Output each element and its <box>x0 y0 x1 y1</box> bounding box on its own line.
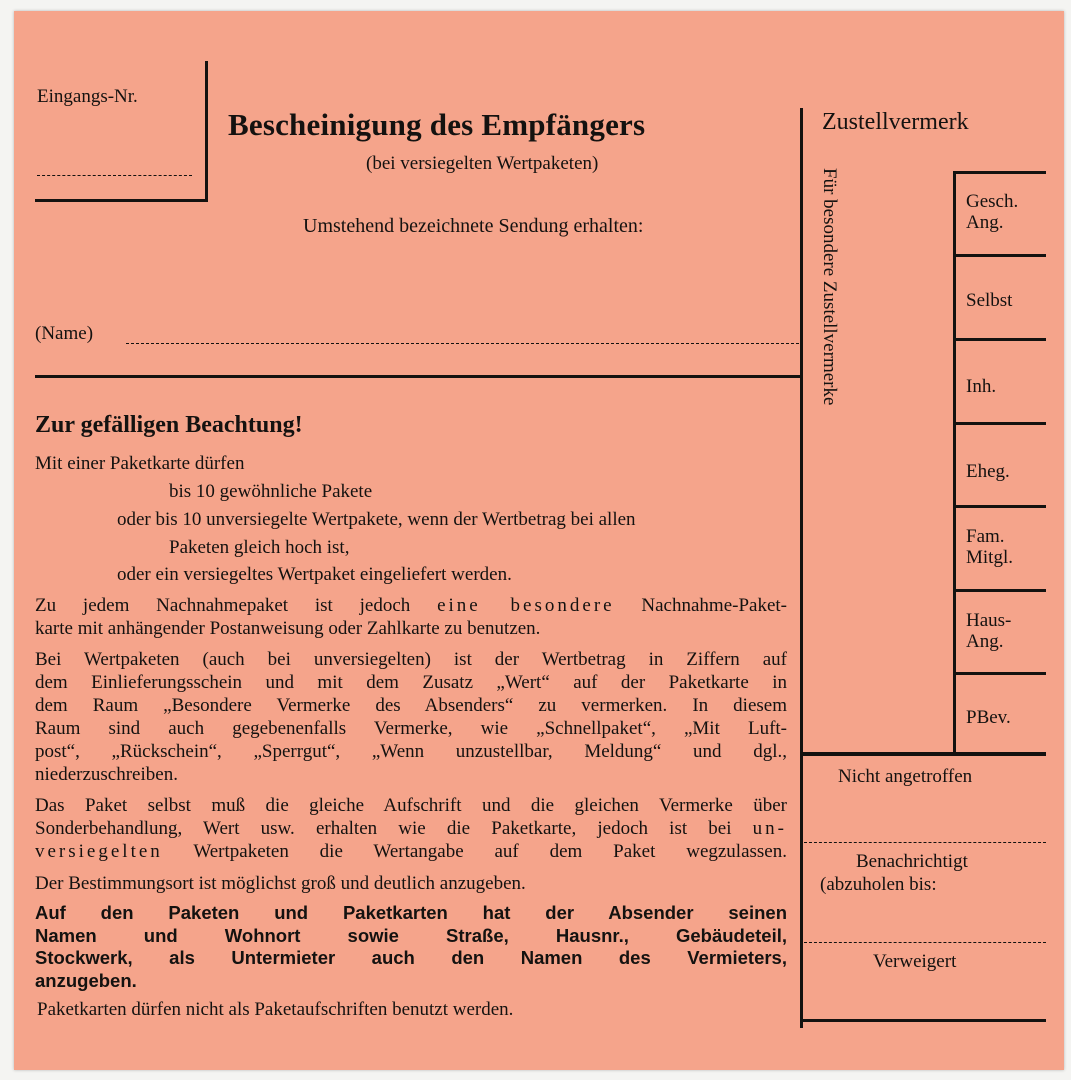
notice-item-1: bis 10 gewöhnliche Pakete <box>169 481 373 502</box>
bold-line-4: anzugeben. <box>35 969 137 991</box>
subtitle: (bei versiegelten Wertpaketen) <box>366 153 599 174</box>
name-label: (Name) <box>35 323 94 344</box>
box-inh: Inh. <box>966 376 997 397</box>
p3-line-5: post“, „Rückschein“, „Sperrgut“, „Wenn unzustellbar, Meldung“ und dgl., <box>35 741 787 762</box>
box-gesch-ang: Gesch. Ang. <box>966 191 1019 233</box>
zustell-box-sep-3 <box>953 422 1046 425</box>
parcel-receipt-card <box>14 11 1064 1070</box>
zustell-boxes-bottom <box>803 752 1046 756</box>
bold-line-3: Stockwerk, als Untermieter auch den Namen des Vermieters, <box>35 947 787 968</box>
notice-heading: Zur gefälligen Beachtung! <box>35 412 303 438</box>
p3-line-3: dem Raum „Besondere Vermerke des Absenders“ zu vermerken. In diesem <box>35 695 787 716</box>
p4-line-2: Sonderbehandlung, Wert usw. erhalten wie die Paketkarte, jedoch ist bei un- <box>35 818 787 839</box>
p4-line-1: Das Paket selbst muß die gleiche Aufschrift und die gleichen Vermerke über <box>35 795 787 816</box>
zustell-vertical-label: Für besondere Zustellvermerke <box>819 168 840 406</box>
eingangs-box-bottom <box>35 199 208 202</box>
zustell-column-divider <box>800 108 803 1028</box>
eingangs-box-right <box>205 61 208 202</box>
zustell-box-sep-1 <box>953 254 1046 257</box>
p2-line-2: karte mit anhängender Postanweisung oder Zahlkarte zu benutzen. <box>35 618 541 639</box>
notice-bold-paragraph <box>35 902 787 992</box>
zustell-heading: Zustellvermerk <box>822 109 969 135</box>
zustell-boxes-left-border <box>953 172 956 755</box>
header-divider <box>35 375 800 378</box>
zustell-box-sep-2 <box>953 338 1046 341</box>
bold-line-1: Auf den Paketen und Paketkarten hat der Absender seinen <box>35 902 787 923</box>
box-haus-ang: Haus- Ang. <box>966 610 1012 652</box>
zustell-box-sep-4 <box>953 505 1046 508</box>
p3-line-1: Bei Wertpaketen (auch bei unversiegelten) ist der Wertbetrag in Ziffern auf <box>35 649 787 670</box>
p3-line-6: niederzuschreiben. <box>35 764 178 785</box>
verweigert-label: Verweigert <box>873 951 957 972</box>
name-line <box>126 343 799 344</box>
notice-paragraph-2 <box>35 594 787 640</box>
eingangs-nr-line <box>37 175 192 176</box>
page-title: Bescheinigung des Empfängers <box>228 107 646 142</box>
zustell-box-top <box>953 171 1046 174</box>
notice-paragraph-5: Der Bestimmungsort ist möglichst groß und deutlich anzugeben. <box>35 873 526 894</box>
zustell-bottom-rule <box>803 1019 1046 1022</box>
nicht-angetroffen-label: Nicht angetroffen <box>838 766 973 787</box>
benachrichtigt-label: Benachrichtigt <box>856 851 968 872</box>
notice-paragraph-3 <box>35 648 787 786</box>
box-selbst: Selbst <box>966 290 1013 311</box>
p4-line-3: versiegelten Wertpaketen die Wertangabe auf dem Paket wegzulassen. <box>35 841 787 862</box>
p2-line-1: Zu jedem Nachnahmepaket ist jedoch eine besondere Nachnahme-Paket- <box>35 595 788 616</box>
box-pbev: PBev. <box>966 707 1011 728</box>
notice-item-3: oder ein versiegeltes Wertpaket eingeliefert werden. <box>117 564 512 585</box>
notice-final: Paketkarten dürfen nicht als Paketaufschriften benutzt werden. <box>37 999 514 1020</box>
notice-item-2b: Paketen gleich hoch ist, <box>169 537 350 558</box>
zustell-box-sep-5 <box>953 589 1046 592</box>
notice-paragraph-4 <box>35 794 787 863</box>
received-line: Umstehend bezeichnete Sendung erhalten: <box>303 215 644 237</box>
notice-intro: Mit einer Paketkarte dürfen <box>35 453 245 474</box>
box-fam-mitgl: Fam. Mitgl. <box>966 526 1013 568</box>
nicht-angetroffen-line <box>804 842 1046 843</box>
notice-item-2a: oder bis 10 unversiegelte Wertpakete, wenn der Wertbetrag bei allen <box>117 509 636 530</box>
bold-line-2: Namen und Wohnort sowie Straße, Hausnr., Gebäudeteil, <box>35 924 787 946</box>
abzuholen-label: (abzuholen bis: <box>820 874 937 895</box>
eingangs-nr-label: Eingangs-Nr. <box>37 86 138 107</box>
p3-line-2: dem Einlieferungsschein und mit dem Zusatz „Wert“ auf der Paketkarte in <box>35 672 787 693</box>
zustell-box-sep-6 <box>953 672 1046 675</box>
box-eheg: Eheg. <box>966 461 1010 482</box>
p3-line-4: Raum sind auch gegebenenfalls Vermerke, wie „Schnellpaket“, „Mit Luft- <box>35 718 787 739</box>
benachrichtigt-line <box>804 942 1046 943</box>
